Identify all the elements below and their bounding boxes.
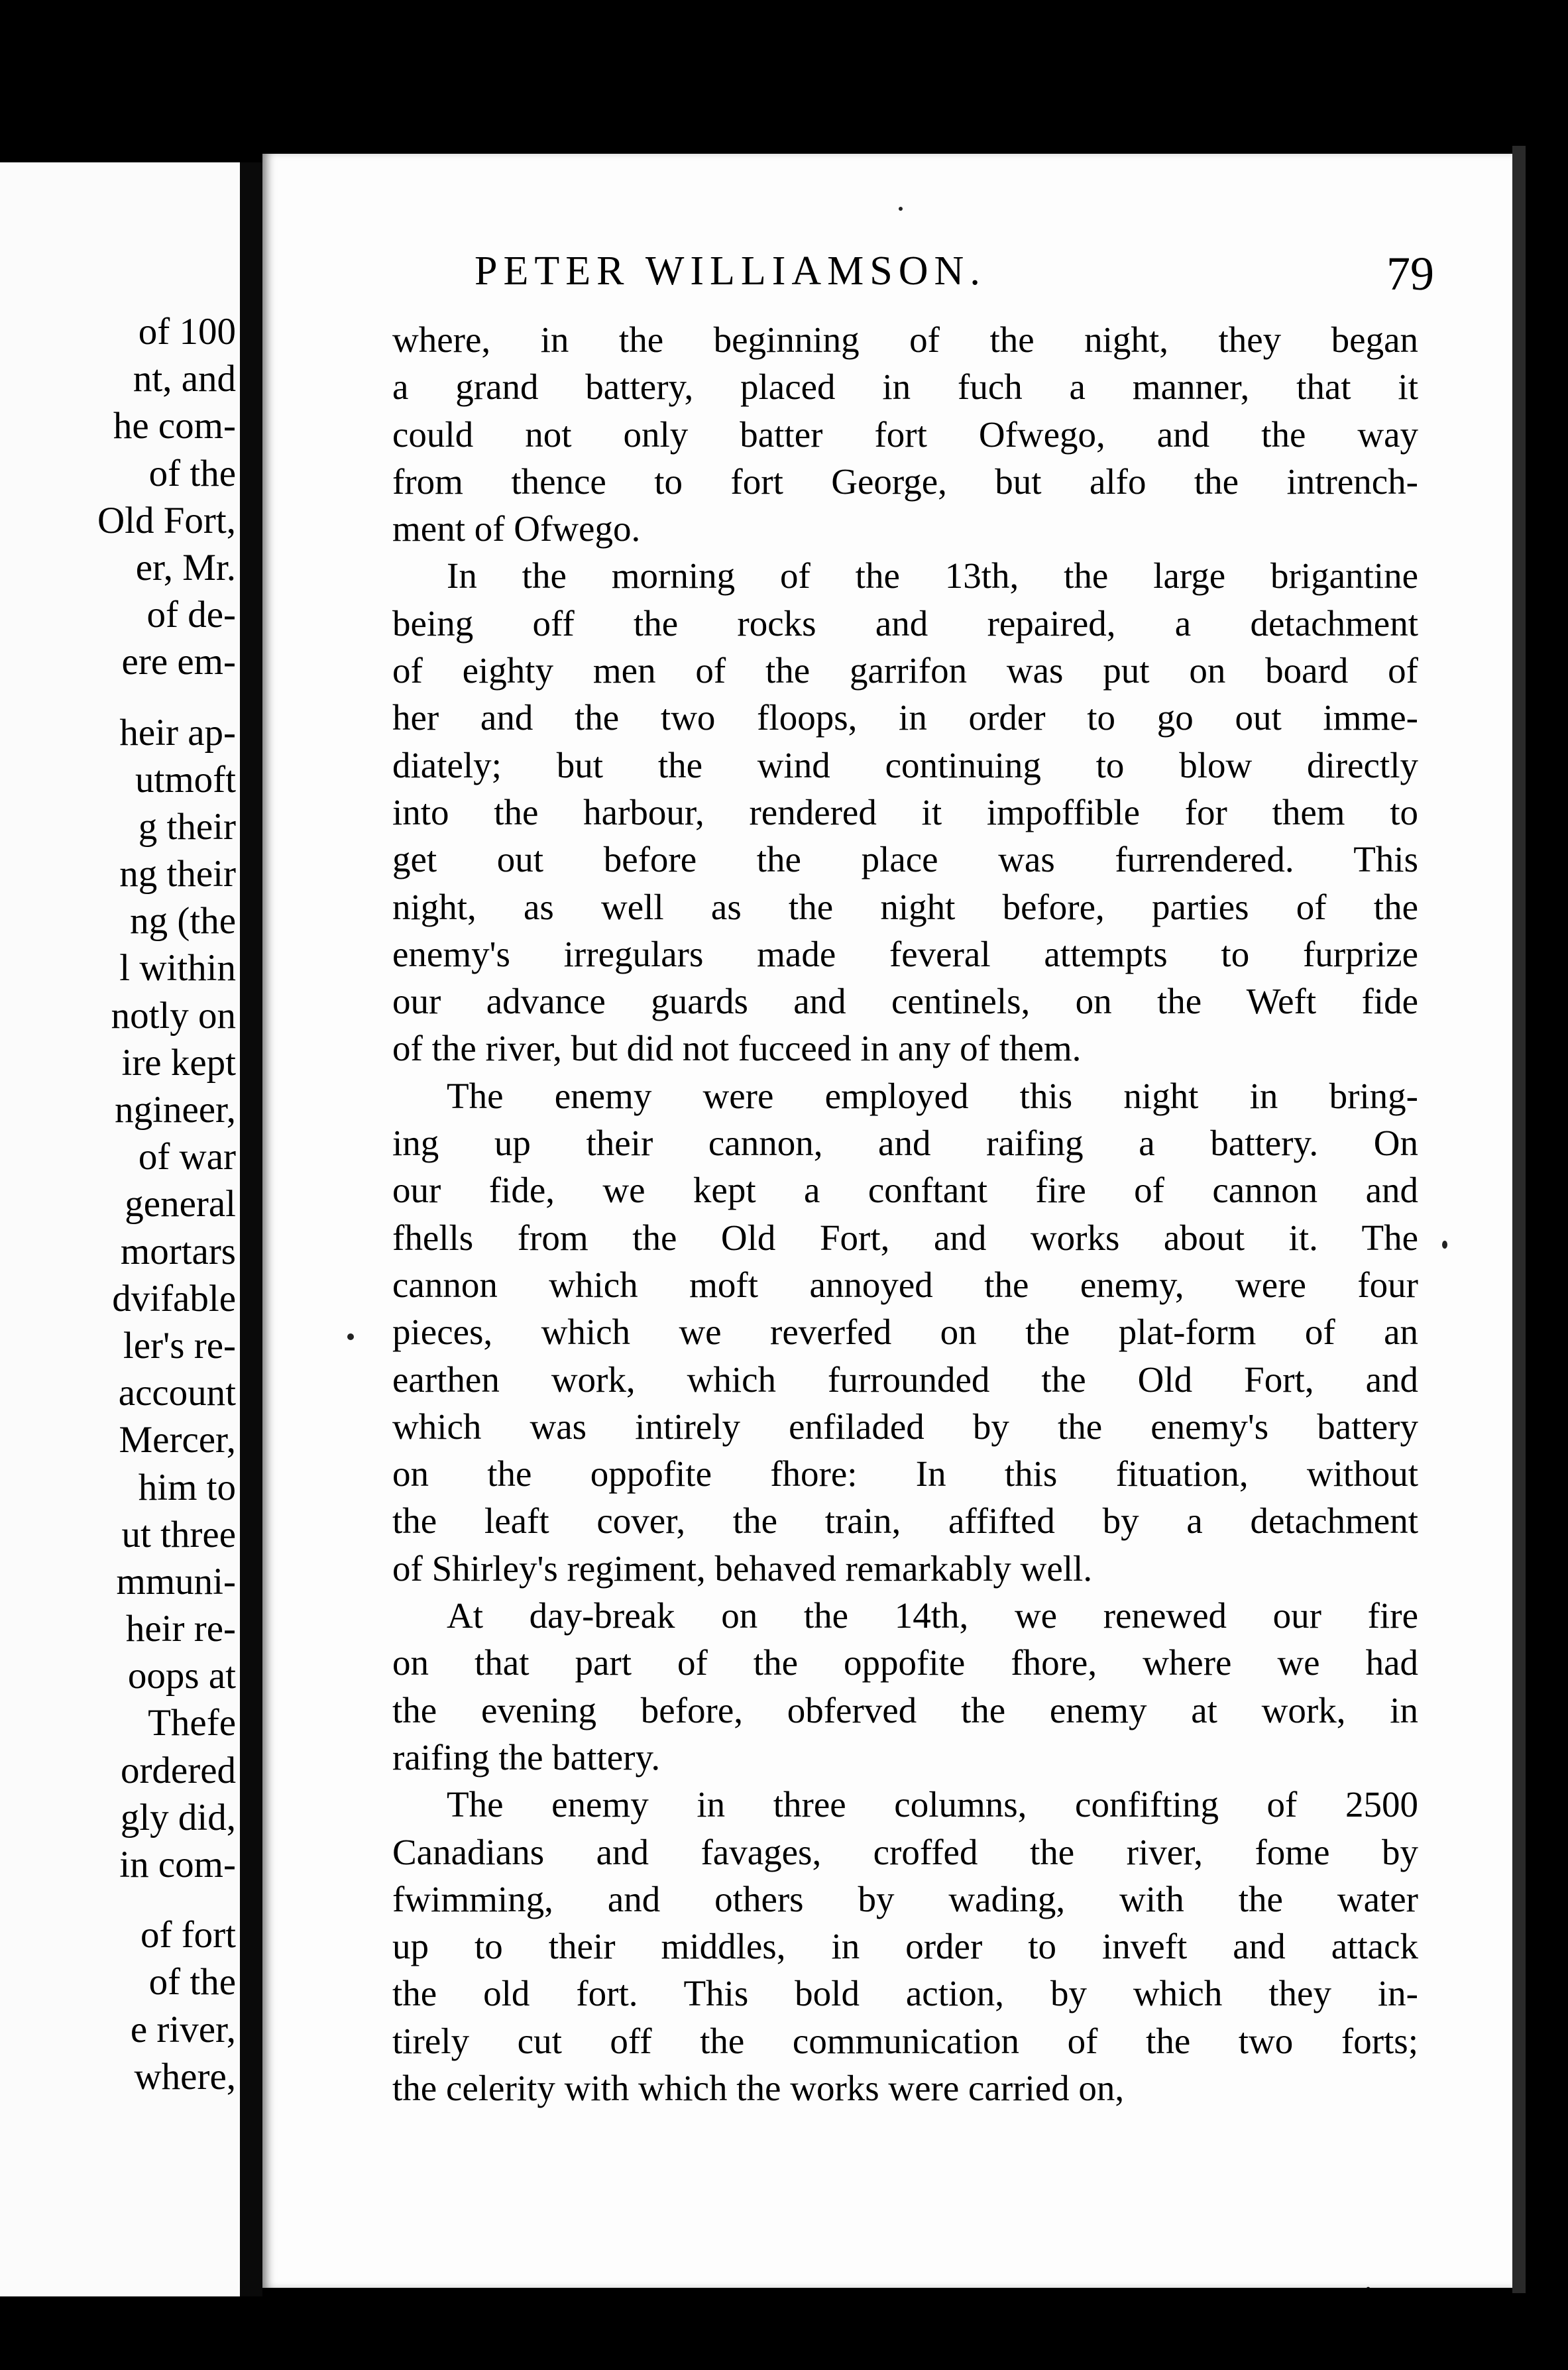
text-line: the old fort. This bold action, by which they in- (392, 1973, 1418, 2014)
running-head-title: PETER WILLIAMSON. (475, 249, 986, 294)
left-page-line: ng their (119, 853, 236, 895)
left-page-line: er, Mr. (135, 546, 236, 589)
left-page-line: of the (148, 1961, 236, 2003)
text-line: fwimming, and others by wading, with the water (392, 1878, 1418, 1919)
text-line: At day-break on the 14th, we renewed our fire (447, 1595, 1418, 1636)
left-page-line: Thefe (148, 1702, 236, 1744)
text-line: tirely cut off the communication of the two forts; (392, 2020, 1418, 2061)
text-line: her and the two floops, in order to go out imme- (392, 697, 1418, 738)
text-line: a grand battery, placed in fuch a manner, that it (392, 367, 1418, 408)
text-line: which was intirely enfiladed by the enemy's battery (392, 1406, 1418, 1447)
left-page-text (97, 308, 240, 2100)
text-line: diately; but the wind continuing to blow directly (392, 744, 1418, 785)
left-page-line: ng (the (130, 900, 236, 942)
left-page-line: Mercer, (119, 1419, 236, 1461)
text-line: In the morning of the 13th, the large brigantine (447, 555, 1418, 596)
paragraph (392, 1592, 1418, 1781)
body-text (392, 316, 1418, 2112)
text-line: being off the rocks and repaired, a detachment (392, 602, 1418, 644)
text-line: enemy's irregulars made feveral attempts to furprize (392, 933, 1418, 974)
ink-speck (347, 1333, 354, 1340)
left-page-line: in com- (119, 1844, 236, 1886)
left-page-line: of war (138, 1136, 236, 1178)
text-line: the leaft cover, the train, affifted by a detachment (392, 1500, 1418, 1542)
left-page-line: he com- (113, 405, 236, 447)
text-line: into the harbour, rendered it impoffible for them to (392, 791, 1418, 832)
left-page-line: nt, and (133, 358, 236, 400)
left-page-line: ut three (121, 1513, 236, 1555)
text-line: ing up their cannon, and raifing a battery. On (392, 1123, 1418, 1164)
left-page-line: of the (148, 452, 236, 494)
text-line: from thence to fort George, but alfo the intrench- (392, 461, 1418, 502)
left-page-line: ordered (120, 1749, 236, 1791)
left-page-line: utmoft (135, 758, 236, 801)
left-page-line (97, 1888, 240, 1911)
text-line: on the oppofite fhore: In this fituation, without (392, 1453, 1418, 1495)
text-line: of Shirley's regiment, behaved remarkably well. (392, 1548, 1093, 1589)
text-line: the evening before, obferved the enemy at work, in (392, 1689, 1418, 1730)
book-gutter (240, 162, 262, 2296)
text-line: our advance guards and centinels, on the Weft fide (392, 981, 1418, 1022)
left-page-line: notly on (111, 994, 236, 1037)
text-line: the celerity with which the works were carried on, (392, 2067, 1125, 2108)
left-page-line: ngineer, (115, 1089, 236, 1131)
left-page (0, 162, 244, 2296)
text-line: The enemy in three columns, confifting of 2500 (447, 1784, 1418, 1825)
text-line: pieces, which we reverfed on the plat-form of an (392, 1312, 1418, 1353)
text-line: up to their middles, in order to inveft and attack (392, 1926, 1418, 1967)
text-line: of eighty men of the garrifon was put on board of (392, 650, 1418, 691)
text-line: our fide, we kept a conftant fire of cannon and (392, 1170, 1418, 1211)
right-page (262, 154, 1512, 2319)
left-page-line: ire kept (121, 1041, 236, 1084)
paragraph (392, 316, 1418, 552)
left-page-line: mmuni- (116, 1560, 236, 1603)
left-page-line: e river, (130, 2008, 236, 2051)
left-page-line: Old Fort, (97, 499, 236, 541)
running-head (475, 248, 1482, 295)
left-page-line: of fort (140, 1914, 236, 1956)
text-line: night, as well as the night before, parties of the (392, 886, 1418, 927)
left-page-line: gly did, (120, 1796, 236, 1838)
text-line: Canadians and favages, croffed the river, fome by (392, 1831, 1418, 1872)
left-page-line: of 100 (138, 311, 236, 353)
text-line: get out before the place was furrendered. This (392, 839, 1418, 880)
text-line: on that part of the oppofite fhore, where we had (392, 1642, 1418, 1683)
left-page-line: ere em- (121, 641, 236, 683)
text-line: The enemy were employed this night in bring- (447, 1075, 1418, 1116)
left-page-line: dvifable (112, 1277, 236, 1320)
left-page-line: g their (138, 805, 236, 848)
left-page-line (97, 686, 240, 709)
left-page-line: him to (138, 1466, 236, 1508)
left-page-line: of de- (146, 594, 236, 636)
left-page-line: mortars (120, 1230, 236, 1272)
ink-speck (899, 207, 903, 211)
text-line: earthen work, which furrounded the Old Fort, and (392, 1359, 1418, 1400)
paragraph (392, 1072, 1418, 1592)
catchword: in (1363, 2279, 1392, 2319)
paragraph (392, 1781, 1418, 2112)
text-line: ment of Ofwego. (392, 508, 641, 549)
text-line: fhells from the Old Fort, and works about it. The (392, 1217, 1418, 1258)
left-page-line: oops at (127, 1655, 236, 1697)
left-page-line: l within (119, 947, 236, 989)
text-line: where, in the beginning of the night, they began (392, 319, 1418, 360)
left-page-line: ler's re- (123, 1324, 236, 1367)
text-line: cannon which moft annoyed the enemy, were four (392, 1264, 1418, 1305)
page-edge (1512, 146, 1526, 2293)
left-page-line: account (118, 1372, 236, 1414)
paragraph (392, 552, 1418, 1072)
left-page-line: where, (134, 2055, 236, 2098)
page-number: 79 (1386, 247, 1434, 300)
left-page-line: heir re- (125, 1608, 236, 1650)
text-line: of the river, but did not fucceed in any of them. (392, 1028, 1082, 1069)
left-page-line: general (125, 1183, 236, 1225)
left-page-line: heir ap- (119, 711, 236, 754)
text-line: raifing the battery. (392, 1736, 661, 1778)
text-line: could not only batter fort Ofwego, and the way (392, 414, 1418, 455)
ink-speck (1442, 1241, 1447, 1249)
